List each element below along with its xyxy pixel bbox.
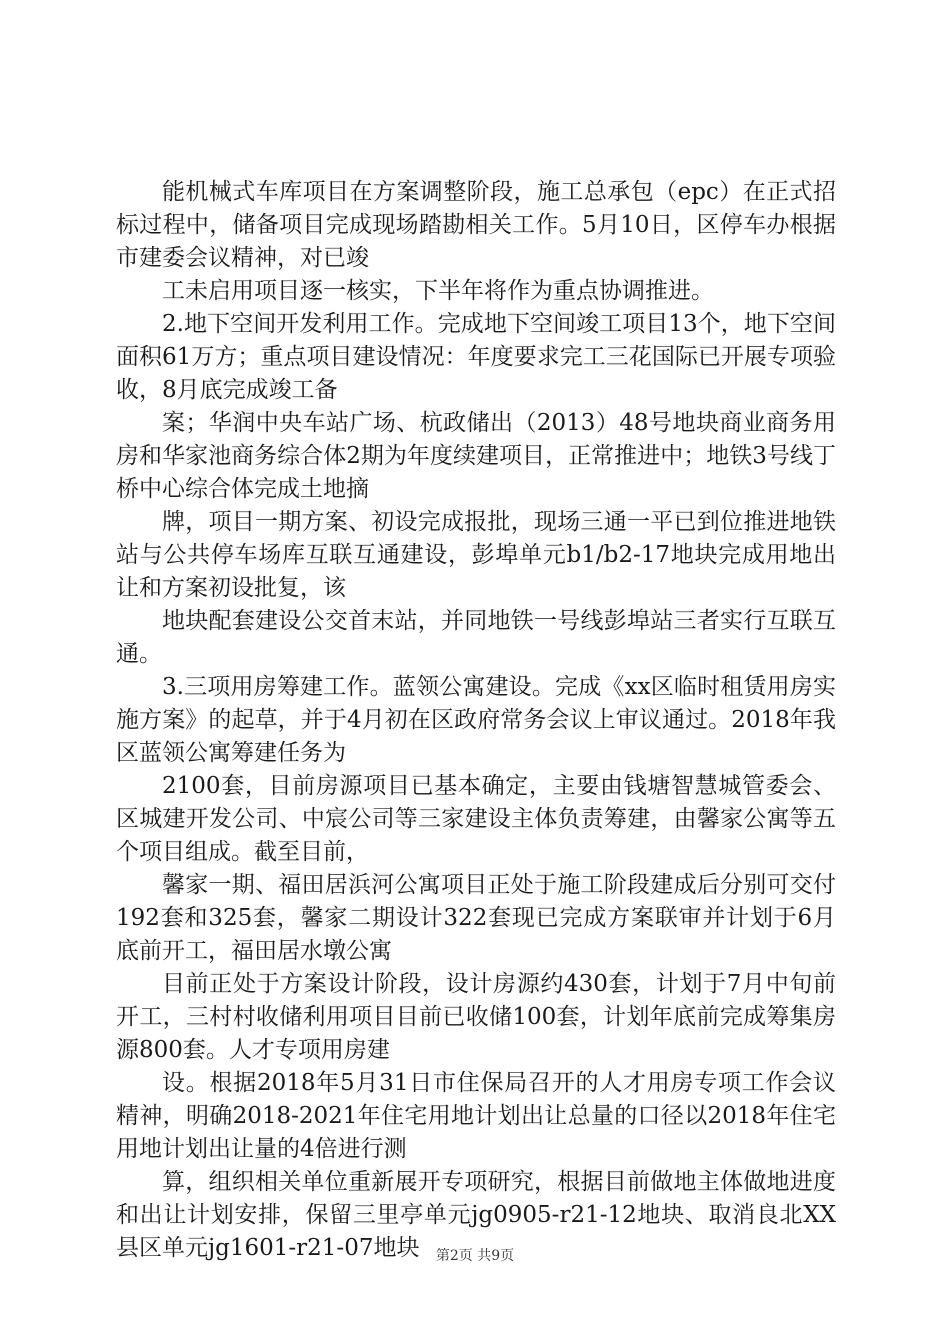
paragraph: 设。根据2018年5月31日市住保局召开的人才用房专项工作会议精神，明确2018-2021年住宅用地计划出让总量的口径以2018年住宅用地计划出让量的4倍进行测 (116, 1070, 836, 1162)
paragraph: 地块配套建设公交首末站，并同地铁一号线彭埠站三者实行互联互通。 (116, 608, 836, 667)
paragraph: 牌，项目一期方案、初设完成报批，现场三通一平已到位推进地铁站与公共停车场库互联互通建设，彭埠单元b1/b2-17地块完成用地出让和方案初设批复，该 (116, 509, 836, 601)
document-body (116, 176, 836, 1265)
paragraph: 2.地下空间开发利用工作。完成地下空间竣工项目13个，地下空间面积61万方；重点项目建设情况：年度要求完工三花国际已开展专项验收，8月底完成竣工备 (116, 311, 836, 403)
paragraph: 目前正处于方案设计阶段，设计房源约430套，计划于7月中旬前开工，三村村收储利用项目目前已收储100套，计划年底前完成筹集房源800套。人才专项用房建 (116, 971, 836, 1063)
paragraph: 2100套，目前房源项目已基本确定，主要由钱塘智慧城管委会、区城建开发公司、中宸公司等三家建设主体负责筹建，由馨家公寓等五个项目组成。截至目前， (116, 773, 836, 865)
page-number-footer: 第2页 共9页 (435, 1248, 515, 1264)
paragraph: 馨家一期、福田居浜河公寓项目正处于施工阶段建成后分别可交付192套和325套，馨家二期设计322套现已完成方案联审并计划于6月底前开工，福田居水墩公寓 (116, 872, 836, 964)
paragraph: 能机械式车库项目在方案调整阶段，施工总承包（epc）在正式招标过程中，储备项目完成现场踏勘相关工作。5月10日，区停车办根据市建委会议精神，对已竣 (116, 179, 836, 271)
paragraph: 案；华润中央车站广场、杭政储出（2013）48号地块商业商务用房和华家池商务综合体2期为年度续建项目，正常推进中；地铁3号线丁桥中心综合体完成土地摘 (116, 410, 836, 502)
paragraph: 工未启用项目逐一核实，下半年将作为重点协调推进。 (162, 278, 714, 304)
paragraph: 3.三项用房筹建工作。蓝领公寓建设。完成《xx区临时租赁用房实施方案》的起草，并于4月初在区政府常务会议上审议通过。2018年我区蓝领公寓筹建任务为 (116, 674, 836, 766)
paragraph: 算，组织相关单位重新展开专项研究，根据目前做地主体做地进度和出让计划安排，保留三里亭单元jg0905-r21-12地块、取消良北XX县区单元jg1601-r21-07地块 (116, 1169, 836, 1261)
